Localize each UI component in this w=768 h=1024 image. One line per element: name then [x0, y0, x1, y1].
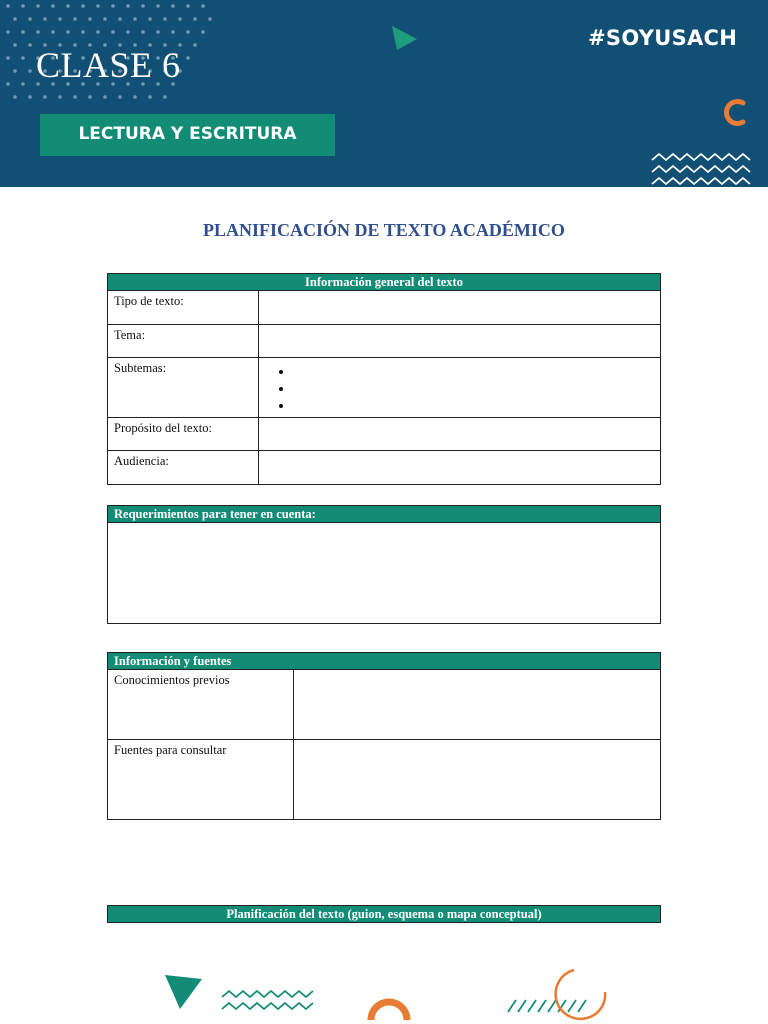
row-label: Conocimientos previos [108, 670, 294, 740]
general-info-table [107, 273, 661, 485]
zigzag-icon [652, 178, 750, 184]
sources-header: Información y fuentes [108, 653, 661, 670]
dot [13, 69, 17, 73]
dot [193, 17, 197, 21]
dot [141, 4, 145, 8]
list-item[interactable] [293, 380, 654, 397]
subtopics-list [265, 363, 654, 414]
dot [96, 4, 100, 8]
dot [58, 95, 62, 99]
dot [28, 43, 32, 47]
dot [141, 30, 145, 34]
general-info-header: Información general del texto [108, 274, 661, 291]
dot [73, 17, 77, 21]
dot [133, 95, 137, 99]
list-item[interactable] [293, 397, 654, 414]
header-banner [0, 0, 768, 187]
dot [88, 95, 92, 99]
text-type-field[interactable] [259, 291, 661, 325]
dot [133, 17, 137, 21]
course-label: LECTURA Y ESCRITURA [78, 124, 297, 144]
dot [21, 56, 25, 60]
requirements-table [107, 505, 661, 624]
row-label: Tema: [108, 325, 259, 358]
dot [73, 95, 77, 99]
dot [148, 17, 152, 21]
orange-arc-icon [371, 1002, 407, 1020]
document-title: PLANIFICACIÓN DE TEXTO ACADÉMICO [203, 220, 565, 240]
dot [36, 4, 40, 8]
dot [171, 30, 175, 34]
dot [6, 30, 10, 34]
dot [201, 30, 205, 34]
dot [66, 30, 70, 34]
dot [28, 69, 32, 73]
dot [88, 17, 92, 21]
dot [103, 95, 107, 99]
dot [156, 30, 160, 34]
brand-hashtag: #SOYUSACH [588, 26, 738, 50]
dot [51, 30, 55, 34]
dot [66, 4, 70, 8]
purpose-field[interactable] [259, 418, 661, 451]
zigzag-icon [652, 166, 750, 172]
dot [81, 4, 85, 8]
dot [111, 4, 115, 8]
dot [163, 95, 167, 99]
dot [51, 4, 55, 8]
dot [163, 17, 167, 21]
dot [186, 30, 190, 34]
dot [6, 4, 10, 8]
dot [58, 17, 62, 21]
dot [148, 95, 152, 99]
sources-field[interactable] [294, 740, 661, 820]
sources-table [107, 652, 661, 820]
dot [43, 17, 47, 21]
audience-field[interactable] [259, 451, 661, 485]
dot [118, 17, 122, 21]
dot [126, 30, 130, 34]
dot [6, 56, 10, 60]
hatch-lines-icon [508, 1000, 586, 1012]
dot [6, 82, 10, 86]
course-label-box [40, 114, 335, 156]
dot [13, 43, 17, 47]
triangle-icon [165, 975, 202, 1009]
dot [28, 17, 32, 21]
requirements-field[interactable] [108, 523, 661, 624]
planning-header: Planificación del texto (guion, esquema o mapa conceptual) [108, 906, 661, 923]
row-label: Audiencia: [108, 451, 259, 485]
dot [156, 4, 160, 8]
dot [118, 95, 122, 99]
prior-knowledge-field[interactable] [294, 670, 661, 740]
topic-field[interactable] [259, 325, 661, 358]
dot [171, 4, 175, 8]
dot [43, 95, 47, 99]
dot [186, 4, 190, 8]
row-label: Propósito del texto: [108, 418, 259, 451]
dot [81, 30, 85, 34]
row-label: Fuentes para consultar [108, 740, 294, 820]
dot [178, 17, 182, 21]
zigzag-icon [652, 154, 750, 160]
zigzag-icon [222, 991, 313, 997]
zigzag-icon [222, 1003, 313, 1009]
dot [193, 43, 197, 47]
dot [13, 95, 17, 99]
subtopics-field[interactable] [259, 358, 661, 418]
dot [103, 17, 107, 21]
dot [208, 17, 212, 21]
dot [21, 30, 25, 34]
orange-arc-icon [726, 102, 743, 124]
dot [111, 30, 115, 34]
dot [36, 30, 40, 34]
dot [201, 4, 205, 8]
planning-table [107, 905, 661, 923]
footer-decorations [0, 950, 768, 1024]
dot [28, 95, 32, 99]
dot [96, 30, 100, 34]
triangle-icon [392, 26, 417, 50]
row-label: Tipo de texto: [108, 291, 259, 325]
dot [186, 56, 190, 60]
list-item[interactable] [293, 363, 654, 380]
requirements-header: Requerimientos para tener en cuenta: [108, 506, 661, 523]
dot [13, 17, 17, 21]
dot [21, 4, 25, 8]
row-label: Subtemas: [108, 358, 259, 418]
class-title: CLASE 6 [36, 45, 181, 85]
orange-arc-icon [556, 970, 606, 1019]
dot [21, 82, 25, 86]
dot [126, 4, 130, 8]
